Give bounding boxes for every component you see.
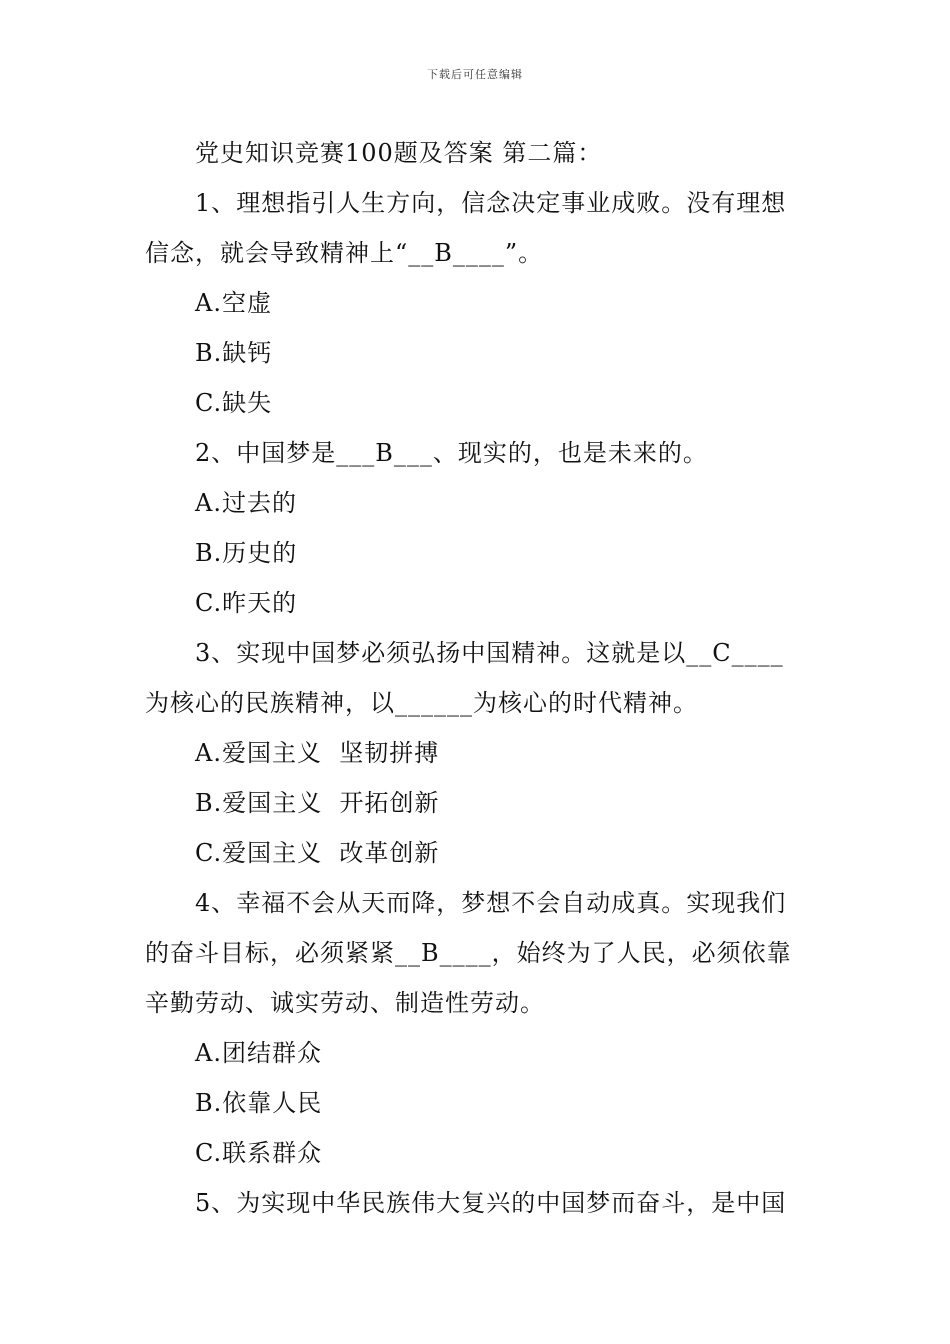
question-1-option-b: B.缺钙 [195, 339, 273, 367]
question-4-stem-line-2: 的奋斗目标，必须紧紧__B____，始终为了人民，必须依靠 [145, 939, 792, 967]
question-4-stem-line-3: 辛勤劳动、诚实劳动、制造性劳动。 [145, 989, 545, 1017]
document-body [145, 128, 810, 1228]
question-5-stem-line-1: 5、为实现中华民族伟大复兴的中国梦而奋斗，是中国 [195, 1189, 787, 1217]
question-1-option-c: C.缺失 [195, 389, 273, 417]
question-4-option-b: B.依靠人民 [195, 1089, 323, 1117]
question-3-stem-line-1: 3、实现中国梦必须弘扬中国精神。这就是以__C____ [195, 639, 784, 667]
question-2-option-c: C.昨天的 [195, 589, 298, 617]
document-title: 党史知识竞赛100题及答案 第二篇： [195, 139, 603, 167]
question-1-stem-line-2: 信念，就会导致精神上“__B____”。 [145, 239, 544, 267]
question-1-option-a: A.空虚 [195, 289, 272, 317]
question-2-stem-line-1: 2、中国梦是___B___、现实的，也是未来的。 [195, 439, 708, 467]
question-2-option-a: A.过去的 [195, 489, 297, 517]
question-4-option-c: C.联系群众 [195, 1139, 323, 1167]
question-4-stem-line-1: 4、幸福不会从天而降，梦想不会自动成真。实现我们 [195, 889, 787, 917]
question-3-option-a: A.爱国主义 坚韧拼搏 [195, 739, 440, 767]
question-3-stem-line-2: 为核心的民族精神，以______为核心的时代精神。 [145, 689, 698, 717]
question-4-option-a: A.团结群众 [195, 1039, 322, 1067]
question-3-option-b: B.爱国主义 开拓创新 [195, 789, 440, 817]
question-2-option-b: B.历史的 [195, 539, 298, 567]
question-1-stem-line-1: 1、理想指引人生方向，信念决定事业成败。没有理想 [195, 189, 787, 217]
header-note: 下载后可任意编辑 [427, 68, 523, 81]
question-3-option-c: C.爱国主义 改革创新 [195, 839, 440, 867]
